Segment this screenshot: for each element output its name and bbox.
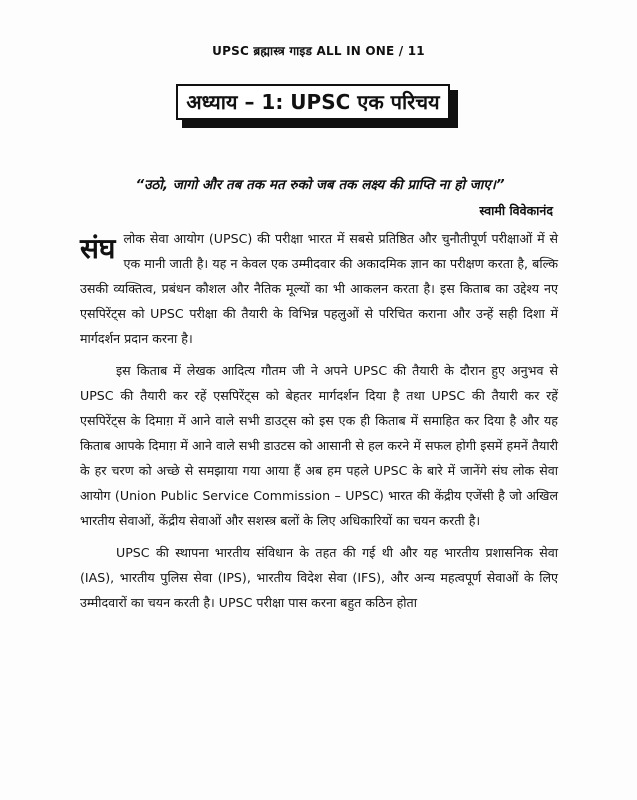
chapter-title-box xyxy=(176,84,458,126)
dropcap-word: संघ xyxy=(80,232,116,265)
body-text xyxy=(80,226,558,622)
paragraph-3: UPSC की स्थापना भारतीय संविधान के तहत की गई थी और यह भारतीय प्रशासनिक सेवा (IAS), भारतीय पुलिस सेवा (IPS), भारतीय विदेश सेवा (IFS), और अन्य महत्वपूर्ण सेवाओं के लिए उम्मीदवारों का चयन करती है। UPSC परीक्षा पास करना बहुत कठिन होता xyxy=(80,545,558,610)
chapter-title: अध्याय – 1: UPSC एक परिचय xyxy=(176,84,450,120)
epigraph-author: स्वामी विवेकानंद xyxy=(479,203,553,218)
paragraph-1-text: लोक सेवा आयोग (UPSC) की परीक्षा भारत में सबसे प्रतिष्ठित और चुनौतीपूर्ण परीक्षाओं में से एक मानी जाती है। यह न केवल एक उम्मीदवार की अकादमिक ज्ञान का परीक्षण करता है, बल्कि उसकी व्यक्तित्व, प्रबंधन कौशल और नैतिक मूल्यों का भी आकलन करता है। इस किताब का उद्देश्य नए एसपिरेंट्स को UPSC परीक्षा की तैयारी के विभिन्न पहलुओं से परिचित कराना और उन्हें सही दिशा में मार्गदर्शन प्रदान करना है। xyxy=(80,231,558,346)
running-header: UPSC ब्रह्मास्त्र गाइड ALL IN ONE / 11 xyxy=(212,44,425,58)
paragraph-1 xyxy=(80,226,558,351)
paragraph-2: इस किताब में लेखक आदित्य गौतम जी ने अपने UPSC की तैयारी के दौरान हुए अनुभव से UPSC की तैयारी कर रहें एसपिरेंट्स को बेहतर मार्गदर्शन दिया है तथा UPSC की तैयारी कर रहें एसपिरेंट्स के दिमाग़ में आने वाले सभी डाउट्स को इस एक ही किताब में समाहित कर दिया है और यह किताब आपके दिमाग़ में आने वाले सभी डाउटस को आसानी से हल करने में सफल होगी इसमें हमनें तैयारी के हर चरण को अच्छे से समझाया गया आया हैं अब हम पहले UPSC के बारे में जानेंगे संघ लोक सेवा आयोग (Union Public Service Commission – UPSC) भारत की केंद्रीय एजेंसी है जो अखिल भारतीय सेवाओं, केंद्रीय सेवाओं और सशस्त्र बलों के लिए अधिकारियों का चयन करती है। xyxy=(80,363,558,528)
epigraph-quote: “उठो, जागो और तब तक मत रुको जब तक लक्ष्य की प्राप्ति ना हो जाए।” xyxy=(135,177,505,193)
